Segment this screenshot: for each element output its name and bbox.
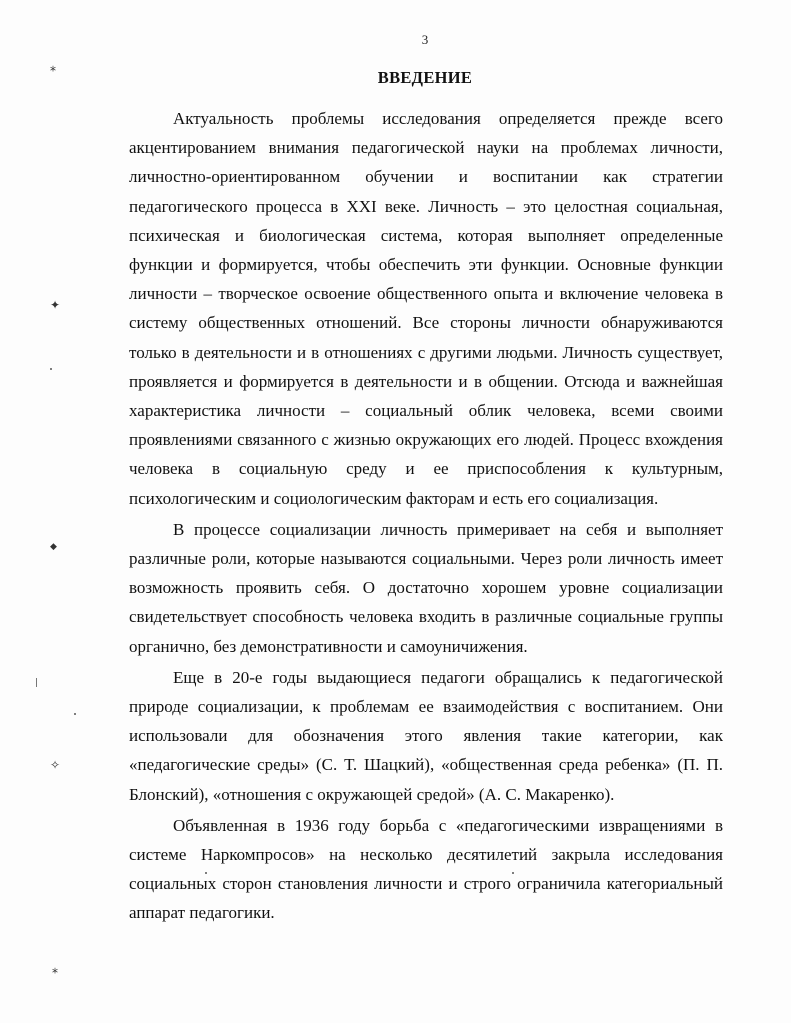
scan-speck — [74, 713, 76, 715]
paragraph: Еще в 20-е годы выдающиеся педагоги обращались к педагогической природе социализации, к проблемам ее взаимодействия с воспитанием. Они использовали для обозначения этого явления такие категории, как «педагогические среды» (С. Т. Шацкий), «общественная среда ребенка» (П. П. Блонский), «отношения с окружающей средой» (А. С. Макаренко). — [129, 667, 723, 804]
scan-speck — [205, 872, 207, 874]
paragraph: Объявленная в 1936 году борьба с «педагогическими извращениями в системе Наркомпросов» на несколько десятилетий закрыла исследования социальных сторон становления личности и строго ограничила категориальный аппарат педагогики. — [129, 815, 723, 923]
paragraph: Актуальность проблемы исследования определяется прежде всего акцентированием внимания педагогической науки на проблемах личности, личностно-ориентированном обучении и воспитании как стратегии педагогического процесса в XXI веке. Личность – это целостная социальная, психическая и биологическая система, которая выполняет определенные функции и формируется, чтобы обеспечить эти функции. Основные функции личности – творческое освоение общественного опыта и включение человека в систему общественных отношений. Все стороны личности обнаруживаются только в деятельности и в отношениях с другими людьми. Личность существует, проявляется и формируется в деятельности и в общении. Отсюда и важнейшая характеристика личности – социальный облик человека, всеми своими проявлениями связанного с жизнью окружающих его людей. Процесс вхождения человека в социальную среду и ее приспособления к культурным, психологическим и социологическим факторам и есть его социализация. — [129, 109, 723, 508]
scan-speck — [36, 678, 37, 687]
binding-mark: ✦ — [50, 298, 61, 312]
body-text — [129, 104, 723, 930]
scan-speck — [512, 872, 514, 874]
section-heading: ВВЕДЕНИЕ — [377, 68, 473, 87]
page-number: 3 — [421, 32, 429, 47]
binding-mark: ◆ — [50, 542, 57, 552]
paragraph: В процессе социализации личность примеривает на себя и выполняет различные роли, которые называются социальными. Через роли личность имеет возможность проявить себя. О достаточно хорошем уровне социализации свидетельствует способность человека входить в различные социальные группы органично, без демонстративности и самоуничижения. — [129, 519, 723, 656]
scan-speck — [50, 368, 52, 370]
binding-mark: ✧ — [50, 758, 61, 772]
binding-mark: ⁎ — [50, 60, 56, 74]
binding-mark: ⁎ — [52, 962, 58, 976]
